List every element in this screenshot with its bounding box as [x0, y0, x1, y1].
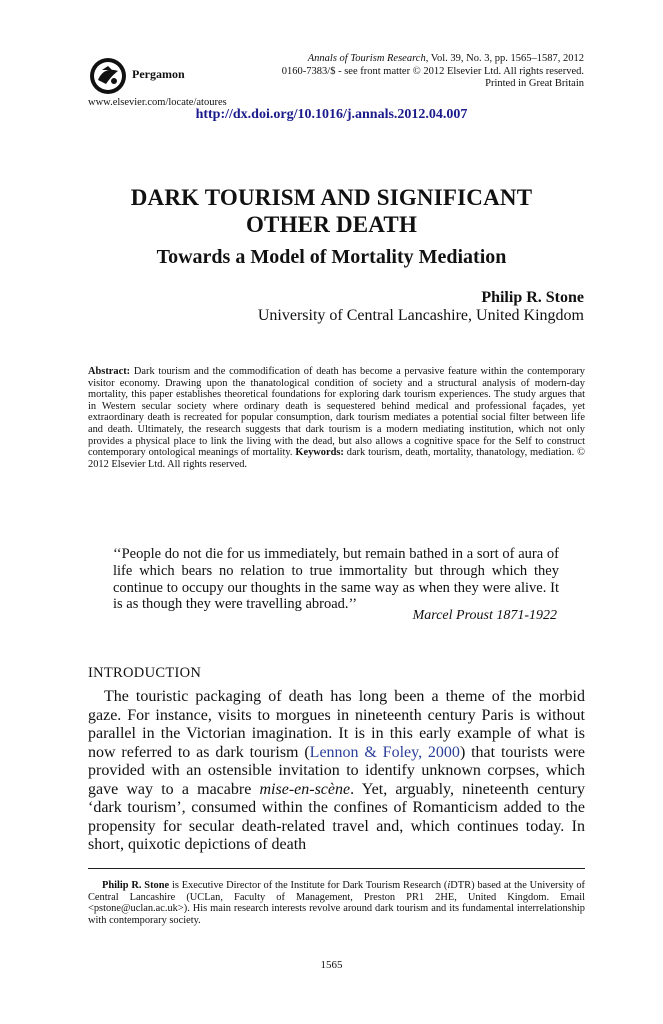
author-affiliation: University of Central Lancashire, United Kingdom	[257, 307, 584, 324]
footnote-italic: i	[447, 880, 451, 891]
journal-volume: , Vol. 39, No. 3, pp. 1565–1587, 2012	[425, 53, 584, 64]
article-subtitle: Towards a Model of Mortality Mediation	[156, 246, 507, 268]
copyright-line: 0160-7383/$ - see front matter © 2012 Elsevier Ltd. All rights reserved.	[281, 65, 584, 77]
citation-link[interactable]: Lennon & Foley, 2000	[309, 743, 460, 761]
epigraph-quote: ‘‘People do not die for us immediately, but remain bathed in a sort of aura of life which bears no relation to true immortality but through which they continue to occupy our thoughts in the same way as when they were alive. It is as though they were travelling abroad.’’	[113, 546, 559, 613]
body-text-3: . Yet, arguably, nineteenth century ‘dark tourism’, consumed within the confines of Romanticism added to the propensity for secular death-related travel and, which continues today. In short, quixotic depictions of death	[88, 780, 585, 853]
publisher-name: Pergamon	[132, 67, 185, 81]
body-italic-term: mise-en-scène	[259, 780, 351, 798]
abstract-text: Dark tourism and the commodification of death has become a pervasive feature within the contemporary visitor economy. Drawing upon the thanatological condition of society and a structural analysis of modern-day mortality, this paper establishes theoretical foundations for exploring dark tourism experiences. The study argues that in Western secular society where ordinary death is sequestered behind medical and professional façades, yet extraordinary death is recreated for popular consumption, dark tourism mediates a potential social filter between life and death. Ultimately, the research suggests that dark tourism is a modern mediating institution, which not only provides a physical place to link the living with the dead, but also allows a cognitive space for the Self to construct contemporary ontological meanings of mortality.	[88, 366, 585, 459]
pergamon-emblem-icon	[88, 56, 128, 96]
journal-name: Annals of Tourism Research	[307, 53, 426, 64]
body-text-2: ) that tourists were provided with an ostensible invitation to identify unknown corpses, which gave way to a macabre	[88, 743, 585, 798]
epigraph-attribution: Marcel Proust 1871-1922	[412, 608, 557, 623]
footnote-text-2: DTR) based at the University of Central Lancashire (UCLan, Faculty of Management, Preston PR1 2HE, United Kingdom. Email <pstone@uclan.ac.uk>). His main research interests revolve around dark tourism and its fundamental interrelationship with contemporary society.	[88, 880, 585, 926]
journal-citation	[224, 53, 584, 91]
author-name: Philip R. Stone	[481, 289, 584, 306]
author-footnote	[88, 880, 585, 926]
title-line-2: OTHER DEATH	[245, 212, 418, 237]
footnote-text-1: is Executive Director of the Institute for Dark Tourism Research (	[169, 880, 448, 891]
title-line-1: DARK TOURISM AND SIGNIFICANT	[130, 185, 533, 210]
page-number: 1565	[320, 959, 343, 971]
footnote-divider	[88, 868, 585, 869]
keywords-text: dark tourism, death, mortality, thanatology, mediation. © 2012 Elsevier Ltd. All rights reserved.	[88, 447, 585, 470]
site-url[interactable]: www.elsevier.com/locate/atoures	[88, 97, 227, 108]
abstract-label: Abstract:	[88, 366, 131, 377]
section-heading: INTRODUCTION	[88, 665, 202, 681]
printed-line: Printed in Great Britain	[485, 78, 584, 89]
body-text-1: The touristic packaging of death has long been a theme of the morbid gaze. For instance, visits to morgues in nineteenth century Paris is without parallel in the Victorian imagination. It is in this early example of what is now referred to as dark tourism (	[88, 688, 585, 761]
abstract	[88, 366, 585, 470]
body-paragraph	[88, 688, 585, 855]
doi-link[interactable]: http://dx.doi.org/10.1016/j.annals.2012.04.007	[195, 107, 468, 122]
article-title	[60, 184, 603, 238]
footnote-author: Philip R. Stone	[102, 880, 170, 891]
keywords-label: Keywords:	[295, 447, 344, 459]
